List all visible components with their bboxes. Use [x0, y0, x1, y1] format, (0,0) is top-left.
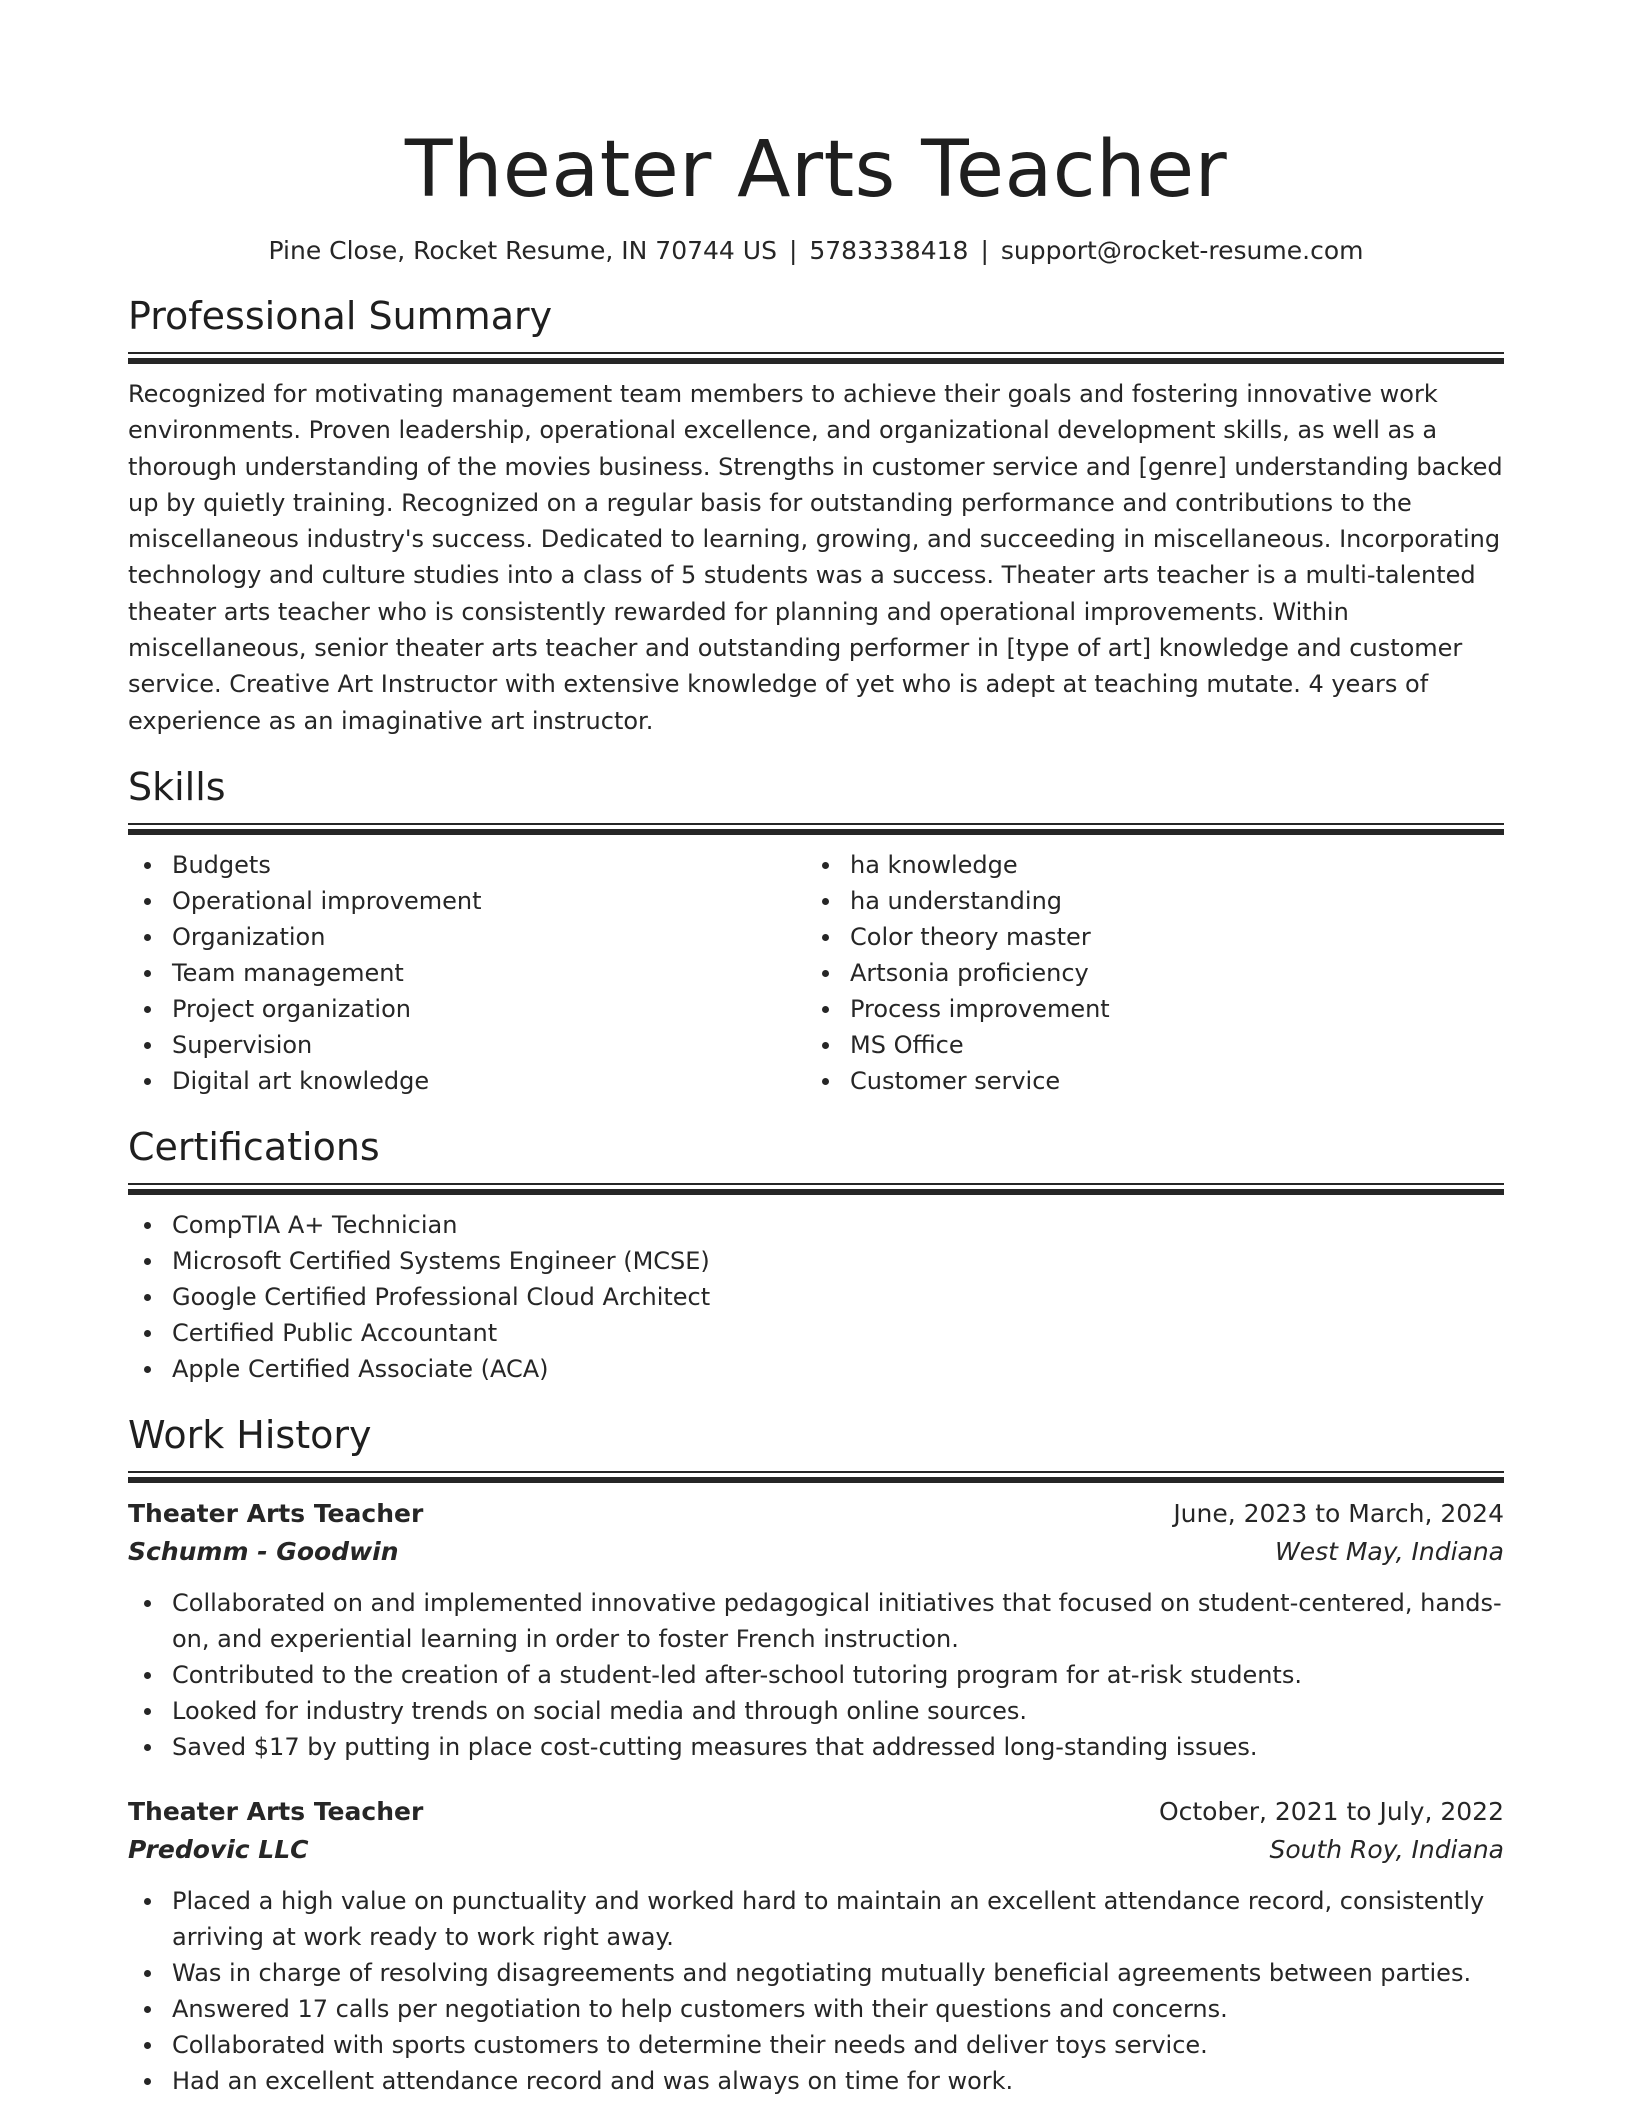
- jobs-list: [128, 1495, 1504, 2099]
- skill-item: Project organization: [128, 991, 806, 1027]
- job-dates: October, 2021 to July, 2022: [1158, 1796, 1504, 1826]
- resume-page: [128, 0, 1504, 2099]
- skill-item: Artsonia proficiency: [806, 955, 1484, 991]
- job-bullet: Had an excellent attendance record and was always on time for work.: [128, 2063, 1504, 2099]
- job-bullets: [128, 1585, 1504, 1765]
- job-company-row: [128, 1533, 1504, 1571]
- summary-text: Recognized for motivating management team members to achieve their goals and fostering innovative work environments. Proven leadership, operational excellence, and organizational development skills, as well as a thorough understanding of the movies business. Strengths in customer service and [genre] understanding backed up by quietly training. Recognized on a regular basis for outstanding performance and contributions to the miscellaneous industry's success. Dedicated to learning, growing, and succeeding in miscellaneous. Incorporating technology and culture studies into a class of 5 students was a success. Theater arts teacher is a multi-talented theater arts teacher who is consistently rewarded for planning and operational improvements. Within miscellaneous, senior theater arts teacher and outstanding performer in [type of art] knowledge and customer service. Creative Art Instructor with extensive knowledge of yet who is adept at teaching mutate. 4 years of experience as an imaginative art instructor.: [128, 380, 1503, 735]
- certification-item: Apple Certified Associate (ACA): [128, 1351, 1504, 1387]
- job-bullet: Contributed to the creation of a student-led after-school tutoring program for at-risk students.: [128, 1657, 1504, 1693]
- job-title: Theater Arts Teacher: [128, 1498, 424, 1528]
- skill-item: ha understanding: [806, 883, 1484, 919]
- section-divider: [128, 1471, 1504, 1483]
- skill-item: Team management: [128, 955, 806, 991]
- skill-item: MS Office: [806, 1027, 1484, 1063]
- job-location: South Roy, Indiana: [1269, 1834, 1504, 1864]
- certification-item: CompTIA A+ Technician: [128, 1207, 1504, 1243]
- certification-item: Microsoft Certified Systems Engineer (MCSE): [128, 1243, 1504, 1279]
- job-bullet: Was in charge of resolving disagreements and negotiating mutually beneficial agreements between parties.: [128, 1955, 1504, 1991]
- job-company: Predovic LLC: [128, 1834, 309, 1864]
- skill-item: Color theory master: [806, 919, 1484, 955]
- job-entry: [128, 1495, 1504, 1765]
- job-header-row: [128, 1793, 1504, 1831]
- job-header-row: [128, 1495, 1504, 1533]
- contact-separator: |: [788, 236, 798, 265]
- skill-item: Budgets: [128, 847, 806, 883]
- skills-section: [128, 763, 1504, 1099]
- contact-separator: |: [980, 236, 989, 265]
- job-bullet: Saved $17 by putting in place cost-cutting measures that addressed long-standing issues.: [128, 1729, 1504, 1765]
- job-company: Schumm - Goodwin: [128, 1536, 399, 1566]
- section-divider: [128, 352, 1504, 364]
- job-bullet: Collaborated with sports customers to determine their needs and deliver toys service.: [128, 2027, 1504, 2063]
- section-title-skills: Skills: [128, 764, 226, 809]
- job-bullet: Collaborated on and implemented innovative pedagogical initiatives that focused on student-centered, hands-on, and experiential learning in order to foster French instruction.: [128, 1585, 1504, 1657]
- section-title-certifications: Certifications: [128, 1124, 380, 1169]
- skills-grid: [128, 847, 1504, 1099]
- certifications-section: [128, 1123, 1504, 1387]
- job-bullet: Looked for industry trends on social media and through online sources.: [128, 1693, 1504, 1729]
- skill-item: Organization: [128, 919, 806, 955]
- certification-item: Google Certified Professional Cloud Architect: [128, 1279, 1504, 1315]
- job-bullet: Placed a high value on punctuality and worked hard to maintain an excellent attendance record, consistently arriving at work ready to work right away.: [128, 1883, 1504, 1955]
- skills-list-left: [128, 847, 806, 1099]
- certification-item: Certified Public Accountant: [128, 1315, 1504, 1351]
- skill-item: Operational improvement: [128, 883, 806, 919]
- skill-item: Customer service: [806, 1063, 1484, 1099]
- resume-name: Theater Arts Teacher: [404, 125, 1228, 215]
- section-title-summary: Professional Summary: [128, 294, 553, 338]
- contact-email: support@rocket-resume.com: [1000, 236, 1364, 265]
- contact-line: [128, 234, 1504, 268]
- skill-item: Process improvement: [806, 991, 1484, 1027]
- job-entry: [128, 1793, 1504, 2099]
- section-divider: [128, 823, 1504, 835]
- job-bullets: [128, 1883, 1504, 2099]
- job-title: Theater Arts Teacher: [128, 1796, 424, 1826]
- contact-address: Pine Close, Rocket Resume, IN 70744 US: [268, 236, 777, 265]
- summary-section: [128, 292, 1504, 739]
- skills-list-right: [806, 847, 1484, 1099]
- contact-phone: 5783338418: [809, 236, 969, 265]
- job-company-row: [128, 1831, 1504, 1869]
- skill-item: Supervision: [128, 1027, 806, 1063]
- skill-item: ha knowledge: [806, 847, 1484, 883]
- skills-column-right: [806, 847, 1484, 1099]
- section-divider: [128, 1183, 1504, 1195]
- skill-item: Digital art knowledge: [128, 1063, 806, 1099]
- certifications-list: [128, 1207, 1504, 1387]
- work-history-section: [128, 1411, 1504, 2099]
- skills-column-left: [128, 847, 806, 1099]
- job-bullet: Answered 17 calls per negotiation to help customers with their questions and concerns.: [128, 1991, 1504, 2027]
- section-title-work-history: Work History: [128, 1412, 372, 1457]
- job-location: West May, Indiana: [1274, 1536, 1504, 1566]
- job-dates: June, 2023 to March, 2024: [1173, 1498, 1504, 1528]
